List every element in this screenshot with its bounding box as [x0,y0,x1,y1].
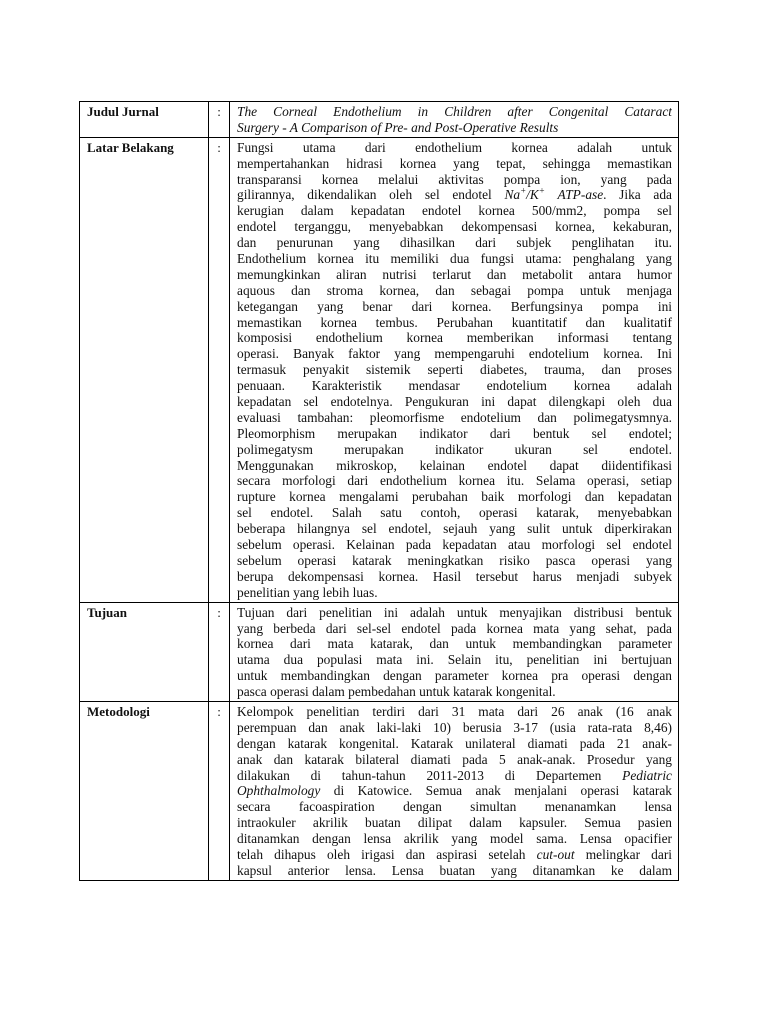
row-metodologi [80,701,679,880]
row-content [230,701,679,880]
paragraph-line: endotel terganggu, menyebabkan dekompensasi kornea, kekaburan, [237,219,672,235]
paragraph-line: untuk membandingkan dengan parameter kornea pra operasi dengan [237,668,672,684]
paragraph-line: yang berbeda dari sel-sel endotel pada kornea mata yang sehat, pada [237,620,672,636]
paragraph-line: telah dihapus oleh irigasi dan aspirasi setelah cut-out melingkar dari [237,846,672,862]
paragraph-line: komposisi endothelium kornea memberikan informasi tentang [237,330,672,346]
row-colon: : [209,701,230,880]
paragraph-line: The Corneal Endothelium in Children after Congenital Cataract [237,104,672,119]
paragraph-line: dilakukan di tahun-tahun 2011-2013 di Departemen Pediatric [237,767,672,783]
paragraph-line: pasca operasi dalam pembedahan untuk katarak kongenital. [237,684,556,700]
paragraph-line: intraokuler akrilik buatan dilipat dalam kapsuler. Semua pasien [237,815,672,831]
paragraph-line: utama dua populasi mata ini. Selain itu, penelitian ini bertujuan [237,652,672,668]
paragraph-line: perempuan dan anak laki-laki 10) berusia 3-17 (usia rata-rata 8,46) [237,719,672,735]
paragraph-line: mempertahankan hidrasi kornea yang tepat, sehingga memastikan [237,155,672,171]
paragraph-line: kerugian dalam kepadatan endotel kornea 500/mm2, pompa sel [237,203,672,219]
paragraph-line: Fungsi utama dari endothelium kornea adalah untuk [237,139,672,155]
paragraph-line: aquous dan stroma kornea, dan sebagai pompa untuk menjaga [237,282,672,298]
paragraph-line: evaluasi tambahan: pleomorfisme endotelium dan polimegatysmnya. [237,409,672,425]
paragraph-line: Menggunakan mikroskop, kelainan endotel dapat diidentifikasi [237,457,672,473]
paragraph-line: penuaan. Karakteristik mendasar endotelium kornea adalah [237,378,672,394]
row-label: Judul Jurnal [80,102,209,138]
paragraph-line: Ophthalmology di Katowice. Semua anak menjalani operasi katarak [237,783,672,799]
row-label: Tujuan [80,602,209,701]
row-tujuan [80,602,679,701]
row-colon: : [209,137,230,602]
paragraph-line: memungkinkan aliran nutrisi terlarut dan metabolit antara humor [237,266,672,282]
paragraph-line: Kelompok penelitian terdiri dari 31 mata dari 26 anak (16 anak [237,703,672,719]
paragraph-line: Pleomorphism merupakan indikator dari bentuk sel endotel; [237,425,672,441]
row-latar-belakang [80,137,679,602]
journal-review-table [79,101,679,881]
paragraph-line: secara morfologi dari endothelium kornea itu. Selama operasi, setiap [237,473,672,489]
paragraph-line: Tujuan dari penelitian ini adalah untuk menyajikan distribusi bentuk [237,604,672,620]
row-content [230,602,679,701]
row-colon: : [209,102,230,138]
table-body [80,102,679,881]
paragraph-line: gilirannya, dikendalikan oleh sel endotel Na+/K+ ATP-ase. Jika ada [237,187,672,203]
paragraph-line: Surgery - A Comparison of Pre- and Post-Operative Results [237,119,559,135]
paragraph-line: sel endotel. Salah satu contoh, operasi katarak, menyebabkan [237,505,672,521]
row-judul-jurnal [80,102,679,138]
paragraph-line: sebelum operasi katarak meningkatkan risiko pasca operasi yang [237,552,672,568]
paragraph-line: memastikan kornea tembus. Perubahan kuantitatif dan kualitatif [237,314,672,330]
paragraph-line: ditanamkan dengan lensa akrilik yang model sama. Lensa opacifier [237,831,672,847]
paragraph-line: berupa dekompensasi kornea. Hasil tersebut harus menjadi subyek [237,568,672,584]
paragraph-line: dengan katarak kongenital. Katarak unilateral diamati pada 21 anak- [237,735,672,751]
row-label: Metodologi [80,701,209,880]
paragraph-line: kepadatan sel endotelnya. Pengukuran ini dapat dilengkapi oleh dua [237,394,672,410]
paragraph-line: anak dan katarak bilateral diamati pada 5 anak-anak. Prosedur yang [237,751,672,767]
paragraph-line: kapsul anterior lensa. Lensa buatan yang ditanamkan ke dalam [237,862,672,878]
row-label: Latar Belakang [80,137,209,602]
paragraph-line: dan penurunan yang dihasilkan dari subjek penglihatan itu. [237,235,672,251]
row-colon: : [209,602,230,701]
paragraph-line: Endothelium kornea itu memiliki dua fungsi utama: penghalang yang [237,251,672,267]
paragraph-line: ketegangan yang benar dari kornea. Berfungsinya pompa ini [237,298,672,314]
paragraph-line: termasuk penyakit sistemik seperti diabetes, trauma, dan proses [237,362,672,378]
row-content [230,102,679,138]
paragraph-line: beberapa hilangnya sel endotel, sejauh yang sulit untuk diperkirakan [237,521,672,537]
row-content [230,137,679,602]
paragraph-line: secara facoaspiration dengan simultan menanamkan lensa [237,799,672,815]
paragraph-line: polimegatysm merupakan indikator ukuran sel endotel. [237,441,672,457]
paragraph-line: rupture kornea mengalami perubahan baik morfologi dan kepadatan [237,489,672,505]
paragraph-line: penelitian yang lebih luas. [237,584,378,600]
paragraph-line: operasi. Banyak faktor yang mempengaruhi endotelium kornea. Ini [237,346,672,362]
paragraph-line: transparansi kornea melalui aktivitas pompa ion, yang pada [237,171,672,187]
paragraph-line: sebelum operasi. Kelainan pada kepadatan atau morfologi sel endotel [237,537,672,553]
paragraph-line: kornea dari mata katarak, dan untuk membandingkan parameter [237,636,672,652]
